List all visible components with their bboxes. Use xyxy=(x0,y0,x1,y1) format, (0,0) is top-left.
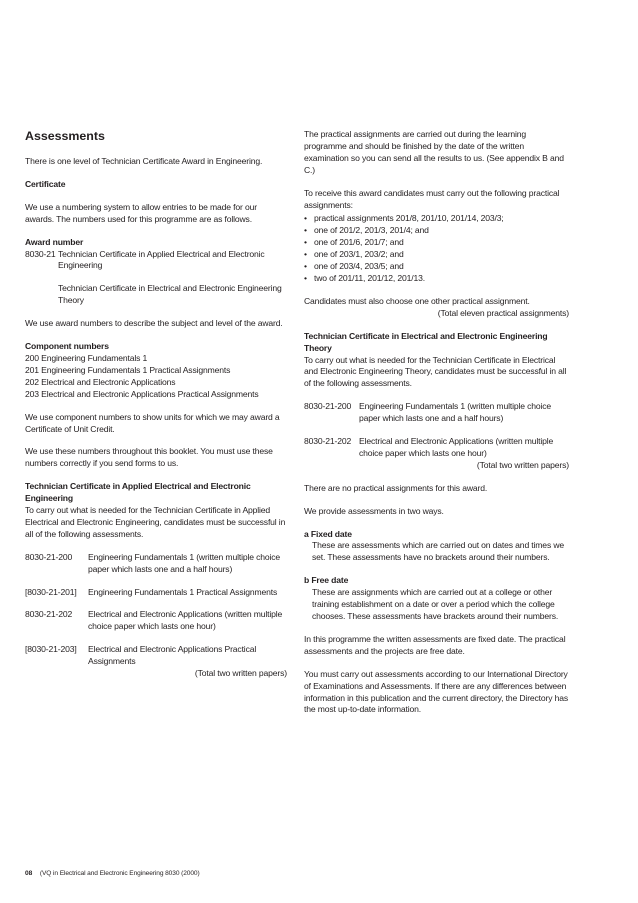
list-item xyxy=(304,213,569,225)
assessment-desc: Electrical and Electronic Applications Practical Assignments xyxy=(88,644,257,667)
component-item: 203 Electrical and Electronic Applications Practical Assignments xyxy=(25,388,259,399)
page-footer xyxy=(25,869,200,878)
applied-certificate-heading: Technician Certificate in Applied Electrical and Electronic Engineering xyxy=(25,481,251,504)
assessment-desc: Engineering Fundamentals 1 Practical Assignments xyxy=(88,586,278,597)
list-item-text: two of 201/11, 201/12, 201/13. xyxy=(314,272,425,283)
award-number-heading: Award number xyxy=(25,236,84,247)
directory-text: You must carry out assessments according to our International Directory of Examinations and Assessments. If there are any differences between information in this publication and the current directory, the Directory has the most up-to-date information. xyxy=(304,668,569,715)
certificate-text: We use a numbering system to allow entries to be made for our awards. The numbers used for this programme are as follows. xyxy=(25,201,257,224)
assessment-desc: Engineering Fundamentals 1 (written multiple choice paper which lasts one and a half hours) xyxy=(88,551,281,574)
list-item-text: practical assignments 201/8, 201/10, 201/14, 203/3; xyxy=(314,213,504,224)
practical-text-3: Candidates must also choose one other practical assignment. xyxy=(304,295,530,306)
two-ways-text: We provide assessments in two ways. xyxy=(304,505,444,516)
practical-text-2: To receive this award candidates must carry out the following practical assignments: xyxy=(304,187,560,210)
applied-certificate-block xyxy=(25,481,287,541)
theory-certificate-text: To carry out what is needed for the Technician Certificate in Electrical and Electronic Engineering Theory, candidates must be successful in all of the following assessments. xyxy=(304,354,567,389)
list-item xyxy=(304,225,569,237)
section-title: Assessments xyxy=(25,129,105,143)
theory-total: (Total two written papers) xyxy=(476,459,569,470)
practical-text-1: The practical assignments are carried out during the learning programme and should be finished by the date of the written examination so you can send all the results to us. (See appendix B and C.) xyxy=(304,129,564,175)
list-item xyxy=(304,273,569,285)
theory-certificate-heading: Technician Certificate in Electrical and Electronic Engineering Theory xyxy=(304,330,548,353)
assessment-code: 8030-21-202 xyxy=(25,609,73,620)
free-date-text: These are assignments which are carried out at a college or other training establishment on a date or over a period which the college chooses. These assessments have brackets around their numbers. xyxy=(312,587,559,621)
award-text: We use award numbers to describe the subject and level of the award. xyxy=(25,318,283,329)
assessment-row xyxy=(25,552,287,576)
assessment-row xyxy=(25,644,287,668)
list-item-text: one of 203/1, 203/2; and xyxy=(314,249,404,260)
bullet-icon: • xyxy=(304,237,307,248)
assessment-code: 8030-21-200 xyxy=(25,551,73,562)
component-numbers-block xyxy=(25,341,287,401)
list-item xyxy=(304,249,569,261)
award-number: 8030-21 xyxy=(25,248,56,259)
list-item xyxy=(304,261,569,273)
bullet-icon: • xyxy=(304,249,307,260)
assessment-desc: Electrical and Electronic Applications (written multiple choice paper which lasts one hour) xyxy=(88,609,283,632)
award-row xyxy=(25,249,287,273)
page-number: 08 xyxy=(25,870,33,877)
award-name-theory: Technician Certificate in Electrical and Electronic Engineering Theory xyxy=(58,283,282,306)
applied-certificate-text: To carry out what is needed for the Technician Certificate in Applied Electrical and Electronic Engineering, candidates must be successful in all of the following assessments. xyxy=(25,505,286,539)
right-column xyxy=(304,129,569,727)
free-date-heading: b Free date xyxy=(304,575,349,586)
assessment-desc: Electrical and Electronic Applications (written multiple choice paper which lasts one hour) xyxy=(359,436,554,458)
left-column xyxy=(25,129,287,680)
total-written-papers: (Total two written papers) xyxy=(194,668,287,679)
award-name-applied: Technician Certificate in Applied Electrical and Electronic Engineering xyxy=(58,248,265,271)
component-item: 200 Engineering Fundamentals 1 xyxy=(25,352,148,363)
list-item-text: one of 203/4, 203/5; and xyxy=(314,261,404,272)
practical-choice-block xyxy=(304,296,569,320)
list-item-text: one of 201/2, 201/3, 201/4; and xyxy=(314,225,429,236)
bullet-icon: • xyxy=(304,225,307,236)
fixed-date-text: These are assessments which are carried out on dates and times we set. These assessments have no brackets around their numbers. xyxy=(312,540,565,563)
bullet-icon: • xyxy=(304,213,307,224)
publication-title: (VQ in Electrical and Electronic Engineering 8030 (2000) xyxy=(39,870,200,877)
programme-text: In this programme the written assessments are fixed date. The practical assessments and the projects are free date. xyxy=(304,633,566,656)
theory-assessment-row xyxy=(304,401,569,425)
assessment-code: 8030-21-202 xyxy=(304,436,352,447)
assessment-code: 8030-21-200 xyxy=(304,401,352,412)
no-practical-text: There are no practical assignments for this award. xyxy=(304,482,488,493)
bullet-icon: • xyxy=(304,261,307,272)
award-number-block xyxy=(25,237,287,308)
free-date-block xyxy=(304,575,569,623)
list-item-text: one of 201/6, 201/7; and xyxy=(314,237,404,248)
component-item: 202 Electrical and Electronic Applications xyxy=(25,376,176,387)
theory-certificate-block xyxy=(304,331,569,391)
bullet-icon: • xyxy=(304,272,307,283)
theory-assessment-row xyxy=(304,436,569,460)
fixed-date-heading: a Fixed date xyxy=(304,528,352,539)
assessment-row xyxy=(25,609,287,633)
component-text-2: We use these numbers throughout this booklet. You must use these numbers correctly if you send forms to us. xyxy=(25,446,273,469)
component-numbers-heading: Component numbers xyxy=(25,341,109,352)
intro-text: There is one level of Technician Certificate Award in Engineering. xyxy=(25,156,263,166)
certificate-heading: Certificate xyxy=(25,178,66,189)
component-item: 201 Engineering Fundamentals 1 Practical Assignments xyxy=(25,364,231,375)
practical-total: (Total eleven practical assignments) xyxy=(437,307,569,318)
assessment-row xyxy=(25,587,287,599)
assessment-desc: Engineering Fundamentals 1 (written multiple choice paper which lasts one and a half hours) xyxy=(359,401,552,424)
practical-list xyxy=(304,213,569,284)
assessment-code: [8030-21-201] xyxy=(25,586,77,597)
fixed-date-block xyxy=(304,529,569,565)
assessment-code: [8030-21-203] xyxy=(25,644,77,655)
list-item xyxy=(304,237,569,249)
component-text-1: We use component numbers to show units for which we may award a Certificate of Unit Credit. xyxy=(25,411,280,434)
